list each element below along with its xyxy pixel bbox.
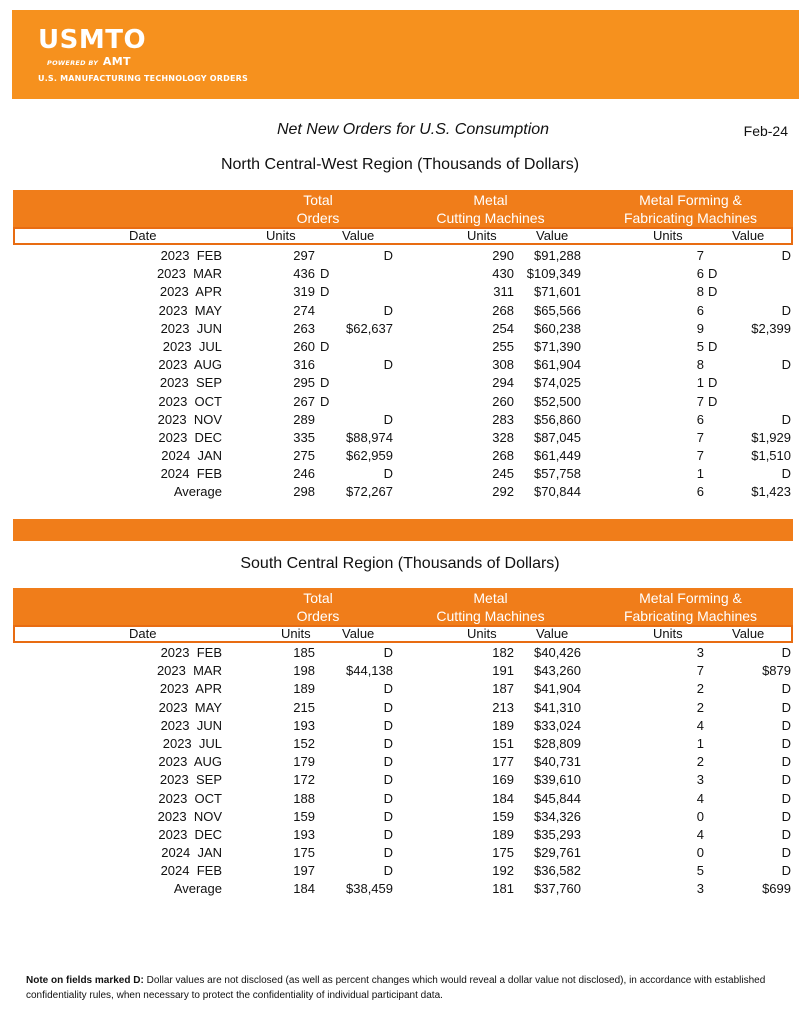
total-units: 189 [293,681,315,697]
metal-value: $39,610 [534,772,581,788]
metal-value: $74,025 [534,375,581,391]
forming-value: $699 [762,881,791,897]
total-units-flag: D [320,375,330,391]
row-date: 2023 MAR [156,663,222,679]
total-value: D [383,717,393,733]
note-text: Dollar values are not disclosed (as well as percent changes which would reveal a dollar value not disclosed), in accordance with established confidentiality rules, when necessary to protect the confidentiality of individual participant data. [26,975,766,1001]
metal-value: $71,390 [534,338,581,354]
metal-value: $91,288 [534,248,581,263]
total-value: D [383,411,393,427]
forming-units-flag: D [708,393,718,409]
total-units: 246 [293,466,315,482]
total-units: 335 [293,429,315,445]
total-value: D [383,466,393,482]
total-units: 179 [293,754,315,770]
table-row [0,790,800,808]
metal-units: 189 [492,826,514,842]
metal-value: $71,601 [534,284,581,300]
section-divider [13,519,793,541]
table-row [0,411,800,429]
total-units: 263 [293,320,315,336]
total-value: $38,459 [346,881,393,897]
row-date: 2023 OCT [158,790,222,806]
metal-value: $28,809 [534,735,581,751]
metal-value: $109,349 [526,266,581,282]
forming-value: D [781,790,791,806]
forming-units-flag: D [708,284,718,300]
table-row [0,680,800,698]
row-date: 2023 AUG [158,357,222,373]
total-value: $62,637 [346,320,393,336]
row-date: 2023 NOV [157,808,222,824]
row-date: 2023 APR [159,284,222,300]
row-date: 2023 SEP [159,772,222,788]
forming-units: 7 [696,393,704,409]
metal-value: $41,310 [534,699,581,715]
forming-units: 7 [696,663,704,679]
metal-units: 254 [492,320,514,336]
region2-table-header [13,588,793,642]
total-value: D [383,248,393,263]
forming-units: 7 [696,248,704,263]
forming-units: 2 [696,681,704,697]
table-row [0,662,800,680]
metal-units: 182 [492,645,514,660]
total-units: 297 [293,248,315,263]
forming-units: 4 [696,717,704,733]
total-units-flag: D [320,266,330,282]
col-metal-value: Value [536,228,569,243]
metal-units: 192 [492,863,514,879]
row-date: 2023 NOV [157,411,222,427]
row-date: Average [173,484,222,500]
region2-title: South Central Region (Thousands of Dollars) [240,555,560,572]
region1-table-header [13,190,793,244]
col-metal-units: Units [467,626,497,641]
metal-value: $60,238 [534,320,581,336]
metal-value: $43,260 [534,663,581,679]
metal-units: 311 [493,284,514,300]
forming-value: D [781,302,791,318]
forming-units: 1 [696,466,704,482]
forming-units: 4 [696,826,704,842]
forming-value: D [781,411,791,427]
forming-value: $1,929 [751,429,791,445]
metal-units: 255 [492,338,514,354]
total-value: D [383,845,393,861]
forming-units-flag: D [708,338,718,354]
total-value: D [383,699,393,715]
row-date: 2023 FEB [160,248,222,263]
col-forming-value: Value [732,228,765,243]
total-units: 152 [293,735,315,751]
group-metal-forming: Metal Forming & Fabricating Machines [623,192,758,226]
metal-units: 187 [492,681,514,697]
total-value: $88,974 [346,429,393,445]
total-units: 184 [293,881,315,897]
col-total-units: Units [281,626,311,641]
forming-units: 0 [696,845,704,861]
forming-value: $2,399 [751,320,791,336]
average-row [0,880,800,898]
metal-value: $57,758 [534,466,581,482]
total-units: 193 [293,717,315,733]
region2-column-labels [13,625,793,643]
row-date: Average [173,881,222,897]
row-date: 2024 FEB [160,863,222,879]
metal-value: $33,024 [534,717,581,733]
metal-units: 181 [492,881,514,897]
table-row [0,808,800,826]
forming-units: 8 [696,284,704,300]
table-row [0,844,800,862]
total-value: D [383,735,393,751]
logo-wordmark: USMTO [38,25,147,55]
metal-units: 260 [492,393,514,409]
forming-value: D [781,466,791,482]
metal-value: $87,045 [534,429,581,445]
metal-units: 213 [492,699,514,715]
metal-units: 177 [492,754,514,770]
group-metal-cutting: Metal Cutting Machines [436,192,545,226]
metal-value: $40,731 [534,754,581,770]
region2-rows [0,644,800,899]
table-row [0,644,800,662]
forming-units: 7 [696,448,704,464]
forming-units: 9 [696,320,704,336]
forming-units: 5 [696,338,704,354]
table-row [0,247,800,265]
table-row [0,699,800,717]
forming-units: 2 [696,699,704,715]
forming-units-flag: D [708,266,718,282]
col-total-value: Value [342,228,375,243]
forming-value: D [781,808,791,824]
metal-units: 283 [492,411,514,427]
total-value: D [383,772,393,788]
row-date: 2023 FEB [160,645,222,660]
table-row [0,356,800,374]
metal-units: 175 [492,845,514,861]
metal-units: 290 [492,248,514,263]
forming-units-flag: D [708,375,718,391]
forming-units: 3 [696,772,704,788]
total-value: D [383,790,393,806]
forming-units: 3 [696,645,704,660]
metal-value: $65,566 [534,302,581,318]
row-date: 2023 DEC [158,826,222,842]
forming-units: 5 [696,863,704,879]
total-units: 215 [293,699,315,715]
metal-value: $45,844 [534,790,581,806]
forming-units: 2 [696,754,704,770]
total-units: 193 [293,826,315,842]
col-date: Date [129,228,157,243]
metal-value: $37,760 [534,881,581,897]
region1-title: North Central-West Region (Thousands of Dollars) [220,156,580,173]
metal-value: $61,904 [534,357,581,373]
total-units: 436 [293,266,315,282]
col-forming-value: Value [732,626,765,641]
metal-value: $34,326 [534,808,581,824]
table-row [0,771,800,789]
amt-brand: AMT [102,55,131,68]
forming-value: $1,423 [751,484,791,500]
metal-value: $40,426 [534,645,581,660]
total-units: 298 [293,484,315,500]
metal-units: 328 [492,429,514,445]
forming-value: D [781,248,791,263]
document-title: Net New Orders for U.S. Consumption [276,121,550,138]
total-units: 316 [293,357,315,373]
metal-value: $56,860 [534,411,581,427]
forming-value: D [781,735,791,751]
total-units: 274 [293,302,315,318]
logo-powered-by [47,55,146,68]
forming-value: D [781,826,791,842]
forming-value: D [781,772,791,788]
row-date: 2023 MAR [156,266,222,282]
forming-units: 6 [696,484,704,500]
metal-units: 184 [492,790,514,806]
header-banner [12,10,799,99]
metal-units: 268 [492,448,514,464]
row-date: 2023 JUL [162,338,222,354]
metal-units: 430 [492,266,514,282]
total-units: 198 [293,663,315,679]
table-row [0,429,800,447]
table-row [0,826,800,844]
total-units-flag: D [320,284,330,300]
row-date: 2023 MAY [158,302,222,318]
col-forming-units: Units [653,626,683,641]
table-row [0,265,800,283]
forming-units: 6 [696,411,704,427]
table-row [0,735,800,753]
total-value: D [383,754,393,770]
row-date: 2023 DEC [158,429,222,445]
metal-value: $41,904 [534,681,581,697]
row-date: 2023 OCT [158,393,222,409]
total-units: 188 [293,790,315,806]
forming-units: 0 [696,808,704,824]
note-label: Note on fields marked D: [26,975,144,986]
row-date: 2023 AUG [158,754,222,770]
total-units: 197 [293,863,315,879]
total-value: $44,138 [346,663,393,679]
metal-units: 191 [492,663,514,679]
forming-value: D [781,681,791,697]
metal-value: $70,844 [534,484,581,500]
total-units-flag: D [320,338,330,354]
banner-subtitle: U.S. MANUFACTURING TECHNOLOGY ORDERS [38,74,248,83]
table-row [0,717,800,735]
table-row [0,753,800,771]
forming-units: 1 [696,735,704,751]
total-units: 185 [293,645,315,660]
col-forming-units: Units [653,228,683,243]
total-value: D [383,863,393,879]
total-units: 289 [293,411,315,427]
col-metal-units: Units [467,228,497,243]
metal-units: 292 [492,484,514,500]
total-units-flag: D [320,393,330,409]
total-value: $62,959 [346,448,393,464]
document-date: Feb-24 [743,123,788,139]
total-units: 295 [293,375,315,391]
forming-value: $1,510 [751,448,791,464]
powered-by-text: POWERED BY [47,59,99,67]
total-value: D [383,645,393,660]
forming-units: 1 [696,375,704,391]
confidentiality-note [26,973,786,1003]
table-row [0,465,800,483]
group-metal-forming: Metal Forming & Fabricating Machines [623,590,758,624]
row-date: 2023 MAY [158,699,222,715]
group-total-orders: Total Orders [296,192,340,226]
total-units: 172 [293,772,315,788]
col-total-units: Units [266,228,296,243]
total-units: 267 [293,393,315,409]
forming-value: D [781,717,791,733]
forming-units: 4 [696,790,704,806]
total-value: D [383,302,393,318]
total-value: D [383,357,393,373]
forming-value: D [781,699,791,715]
metal-value: $36,582 [534,863,581,879]
table-row [0,393,800,411]
forming-value: D [781,845,791,861]
table-row [0,447,800,465]
row-date: 2023 JUN [160,717,222,733]
total-units: 175 [293,845,315,861]
row-date: 2024 FEB [160,466,222,482]
forming-value: D [781,754,791,770]
metal-units: 159 [492,808,514,824]
total-value: D [383,681,393,697]
forming-units: 8 [696,357,704,373]
total-value: $72,267 [346,484,393,500]
forming-units: 6 [696,266,704,282]
forming-value: D [781,645,791,660]
total-value: D [383,808,393,824]
metal-units: 169 [492,772,514,788]
forming-units: 3 [696,881,704,897]
metal-units: 245 [492,466,514,482]
table-row [0,862,800,880]
metal-value: $35,293 [534,826,581,842]
table-row [0,374,800,392]
region1-rows [0,247,800,502]
metal-value: $29,761 [534,845,581,861]
average-row [0,483,800,501]
row-date: 2023 APR [159,681,222,697]
metal-units: 308 [492,357,514,373]
row-date: 2023 JUN [160,320,222,336]
metal-units: 294 [492,375,514,391]
total-value: D [383,826,393,842]
table-row [0,320,800,338]
table-row [0,302,800,320]
forming-value: D [781,863,791,879]
metal-value: $61,449 [534,448,581,464]
total-units: 319 [293,284,315,300]
forming-units: 6 [696,302,704,318]
total-units: 275 [293,448,315,464]
forming-value: $879 [762,663,791,679]
col-date: Date [129,626,157,641]
col-metal-value: Value [536,626,569,641]
row-date: 2024 JAN [161,845,222,861]
row-date: 2023 JUL [162,735,222,751]
total-units: 260 [293,338,315,354]
metal-units: 189 [492,717,514,733]
col-total-value: Value [342,626,375,641]
group-total-orders: Total Orders [296,590,340,624]
group-metal-cutting: Metal Cutting Machines [436,590,545,624]
row-date: 2023 SEP [159,375,222,391]
forming-value: D [781,357,791,373]
metal-units: 151 [492,735,514,751]
region1-column-labels [13,227,793,245]
forming-units: 7 [696,429,704,445]
usmto-logo [38,26,146,68]
table-row [0,283,800,301]
table-row [0,338,800,356]
metal-units: 268 [492,302,514,318]
total-units: 159 [293,808,315,824]
metal-value: $52,500 [534,393,581,409]
row-date: 2024 JAN [161,448,222,464]
